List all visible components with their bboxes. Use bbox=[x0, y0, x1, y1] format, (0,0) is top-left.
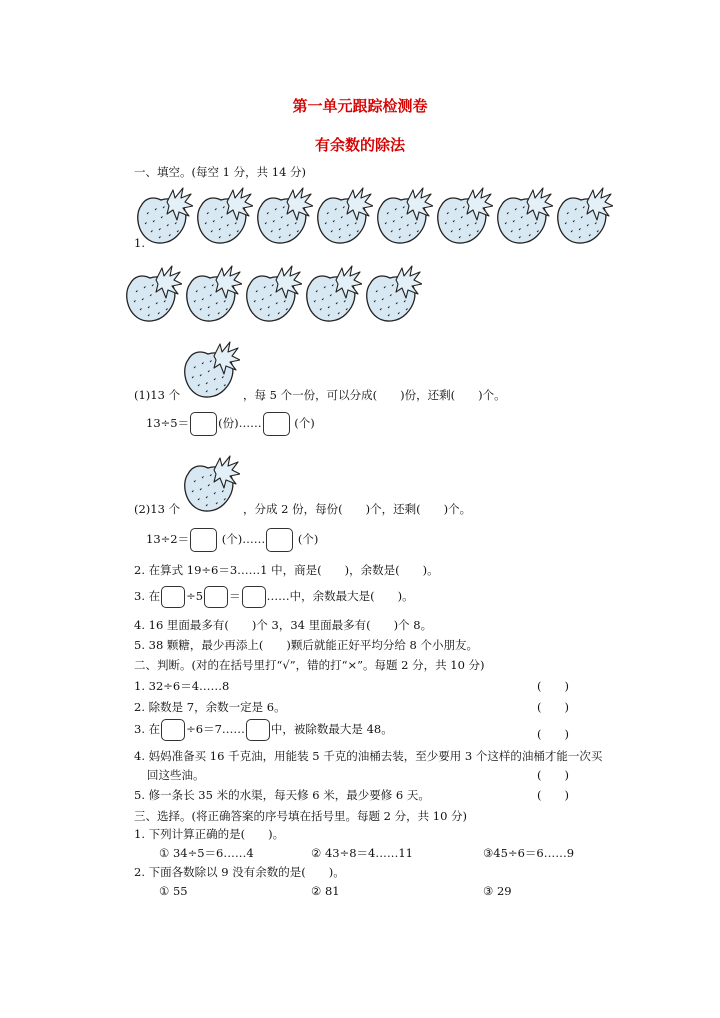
judge-question-3-start: 3. 在 bbox=[134, 722, 161, 736]
strawberry-icon bbox=[302, 262, 362, 324]
strawberry-icon bbox=[362, 262, 422, 324]
sub-question-1-prefix: (1)13 个 bbox=[134, 388, 181, 402]
answer-box[interactable] bbox=[204, 586, 228, 608]
answer-box[interactable] bbox=[246, 719, 270, 741]
answer-box[interactable] bbox=[266, 528, 293, 552]
strawberry-icon bbox=[122, 262, 182, 324]
section-heading-choice: 三、选择。(将正确答案的序号填在括号里。每题 2 分，共 10 分) bbox=[134, 809, 468, 823]
strawberry-icon bbox=[180, 452, 240, 514]
strawberry-icon bbox=[373, 184, 433, 246]
choice-option[interactable]: ② 43÷8＝4……11 bbox=[311, 846, 414, 860]
question-3-start: 3. 在 bbox=[134, 589, 161, 603]
page-subtitle: 有余数的除法 bbox=[314, 136, 405, 154]
answer-box[interactable] bbox=[190, 528, 217, 552]
strawberry-icon bbox=[182, 262, 242, 324]
judge-question-1: 1. 32÷6＝4……8 bbox=[134, 679, 230, 693]
strawberry-icon bbox=[133, 184, 193, 246]
judge-question-4-line-1: 4. 妈妈准备买 16 千克油，用能装 5 千克的油桶去装，至少要用 3 个这样的油桶才能一次买 bbox=[134, 749, 603, 763]
strawberry-icon bbox=[493, 184, 553, 246]
judge-question-3-mid: ÷6＝7…… bbox=[186, 722, 245, 736]
equation-2-mid: (个)…… bbox=[221, 532, 266, 546]
question-4: 4. 16 里面最多有( )个 3，34 里面最多有( )个 8。 bbox=[134, 618, 433, 632]
answer-parens[interactable]: ( ) bbox=[537, 679, 569, 693]
judge-question-5: 5. 修一条长 35 米的水渠，每天修 6 米，最少要修 6 天。 bbox=[134, 788, 430, 802]
answer-parens[interactable]: ( ) bbox=[537, 727, 569, 741]
answer-parens[interactable]: ( ) bbox=[537, 768, 569, 782]
question-3-equals: ＝ bbox=[229, 589, 241, 603]
judge-question-4-line-2: 回这些油。 bbox=[147, 768, 205, 782]
strawberry-icon bbox=[433, 184, 493, 246]
sub-question-2-prefix: (2)13 个 bbox=[134, 502, 181, 516]
sub-question-2-text: ，分成 2 份，每份( )个，还剩( )个。 bbox=[243, 502, 472, 516]
equation-1-mid: (份)…… bbox=[218, 416, 262, 430]
equation-2-start: 13÷2＝ bbox=[146, 532, 190, 546]
question-2: 2. 在算式 19÷6＝3……1 中，商是( )，余数是( )。 bbox=[134, 563, 439, 577]
answer-parens[interactable]: ( ) bbox=[537, 788, 569, 802]
equation-2-end: (个) bbox=[297, 532, 319, 546]
choice-option[interactable]: ① 55 bbox=[159, 884, 188, 898]
equation-1-end: (个) bbox=[294, 416, 315, 430]
choice-option[interactable]: ① 34÷5＝6……4 bbox=[159, 846, 254, 860]
choice-question-2: 2. 下面各数除以 9 没有余数的是( )。 bbox=[134, 865, 345, 879]
choice-option[interactable]: ③45÷6＝6……9 bbox=[483, 846, 575, 860]
section-heading-judge: 二、判断。(对的在括号里打“√”，错的打“×”。每题 2 分，共 10 分) bbox=[134, 658, 485, 672]
strawberry-icon bbox=[253, 184, 313, 246]
page-title: 第一单元跟踪检测卷 bbox=[292, 97, 428, 115]
sub-question-1-text: ，每 5 个一份，可以分成( )份，还剩( )个。 bbox=[243, 388, 506, 402]
choice-option[interactable]: ③ 29 bbox=[483, 884, 512, 898]
answer-box[interactable] bbox=[161, 586, 185, 608]
question-3-end: ……中，余数最大是( )。 bbox=[266, 589, 414, 603]
question-5: 5. 38 颗糖，最少再添上( )颗后就能正好平均分给 8 个小朋友。 bbox=[134, 638, 479, 652]
judge-question-2: 2. 除数是 7，余数一定是 6。 bbox=[134, 700, 286, 714]
answer-parens[interactable]: ( ) bbox=[537, 700, 569, 714]
strawberry-icon bbox=[553, 184, 613, 246]
answer-box[interactable] bbox=[190, 412, 217, 436]
answer-box[interactable] bbox=[161, 719, 185, 741]
strawberry-icon bbox=[180, 338, 240, 400]
equation-1-start: 13÷5＝ bbox=[146, 416, 190, 430]
strawberry-icon bbox=[242, 262, 302, 324]
judge-question-3-end: 中，被除数最大是 48。 bbox=[270, 722, 393, 736]
strawberry-icon bbox=[313, 184, 373, 246]
choice-option[interactable]: ② 81 bbox=[311, 884, 340, 898]
strawberry-icon bbox=[193, 184, 253, 246]
answer-box[interactable] bbox=[263, 412, 290, 436]
section-heading-fill-in: 一、填空。(每空 1 分，共 14 分) bbox=[134, 165, 307, 179]
question-number: 1. bbox=[134, 236, 145, 250]
answer-box[interactable] bbox=[242, 586, 266, 608]
question-3-divide: ÷5 bbox=[186, 589, 204, 603]
choice-question-1: 1. 下列计算正确的是( )。 bbox=[134, 827, 285, 841]
